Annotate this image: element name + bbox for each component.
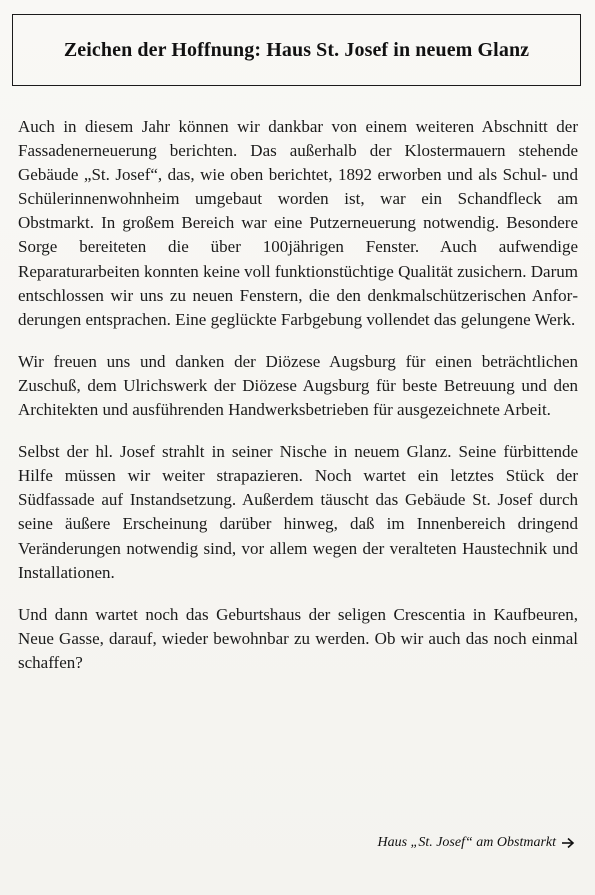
caption-text: Haus „St. Josef“ am Obstmarkt	[377, 835, 556, 850]
image-caption	[377, 835, 575, 851]
paragraph-3: Selbst der hl. Josef strahlt in seiner Nische in neuem Glanz. Seine fürbittende Hilfe müssen wir weiter strapazieren. Noch wartet ein letztes Stück der Südfassade auf Instandsetzung. Außerdem täuscht das Gebäude St. Josef durch seine äußere Erscheinung darüber hinweg, daß im Innenbereich dringend Veränderungen notwendig sind, vor allem wegen der veralteten Haustechnik und Installationen.	[18, 442, 578, 582]
arrow-right-icon	[561, 837, 575, 849]
article-body	[18, 115, 578, 693]
paragraph-1: Auch in diesem Jahr können wir dankbar von einem weiteren Abschnitt der Fassadenerneuerung berichten. Das außerhalb der Klostermauern stehende Gebäude „St. Josef“, das, wie oben berichtet, 1892 erworben und als Schul- und Schülerinnenwohnheim umgebaut worden ist, war ein Schandfleck am Obstmarkt. In großem Bereich war eine Putzerneuerung notwendig. Besondere Sorge bereiteten die über 100jährigen Fenster. Auch aufwendige Reparaturarbeiten konnten keine voll funktionstüchtige Qualität zusichern. Darum entschlossen wir uns zu neuen Fenstern, die den denkmalschützerischen Anforderungen entsprachen. Eine geglückte Farbgebung vollendet das gelungene Werk.	[18, 117, 578, 329]
title-box	[12, 14, 581, 86]
paragraph-4: Und dann wartet noch das Geburtshaus der seligen Crescentia in Kaufbeuren, Neue Gasse, darauf, wieder bewohnbar zu werden. Ob wir auch das noch einmal schaffen?	[18, 604, 578, 672]
page-title: Zeichen der Hoffnung: Haus St. Josef in neuem Glanz	[63, 38, 530, 61]
paragraph-2: Wir freuen uns und danken der Diözese Augsburg für einen beträchtlichen Zuschuß, dem Ulrichswerk der Diözese Augsburg für beste Betreuung und den Architekten und ausführenden Handwerksbetrieben für ausgezeichnete Arbeit.	[18, 351, 578, 420]
